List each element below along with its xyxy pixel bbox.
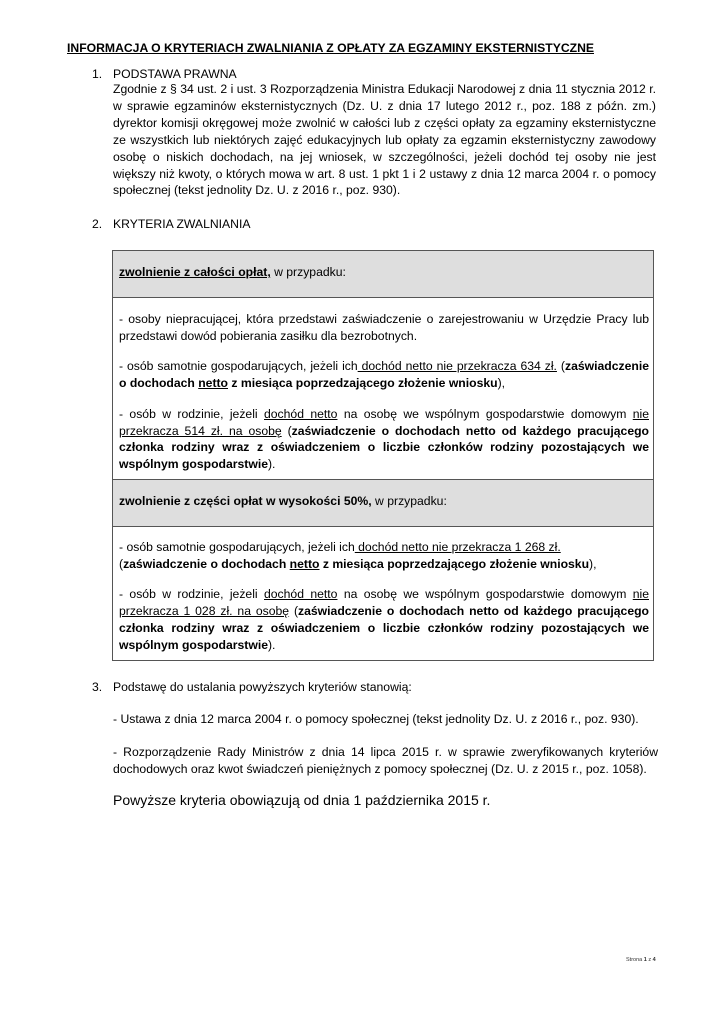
partial-exemption-item-single: - osób samotnie gospodarujących, jeżeli ich dochód netto nie przekracza 1 268 zł. (zaświadczenie o dochodach netto z miesiąca poprzedzającego złożenie wniosku), (119, 540, 597, 571)
partial-exemption-item-family: - osób w rodzinie, jeżeli dochód netto na osobę we wspólnym gospodarstwie domowym nie przekracza 1 028 zł. na osobę (zaświadczenie o dochodach netto od każdego pracującego członka rodziny wraz z oświadczeniem o liczbie członków rodziny pozostających we wspólnym gospodarstwie). (119, 587, 649, 652)
full-exemption-suffix: w przypadku: (270, 265, 346, 279)
validity-statement: Powyższe kryteria obowiązują od dnia 1 października 2015 r. (113, 792, 491, 808)
partial-exemption-suffix: w przypadku: (371, 494, 447, 508)
page-number: Strona 1 z 4 (626, 957, 656, 963)
section-3-heading: Podstawę do ustalania powyższych kryteriów stanowią: (113, 680, 412, 694)
partial-exemption-header-text (119, 494, 447, 508)
partial-exemption-header (113, 479, 653, 527)
full-exemption-item-single: - osób samotnie gospodarujących, jeżeli ich dochód netto nie przekracza 634 zł. (zaświadczenie o dochodach netto z miesiąca poprzedzającego złożenie wniosku), (119, 359, 649, 391)
full-exemption-header (113, 251, 653, 298)
full-exemption-header-text (119, 265, 346, 279)
full-exemption-label: zwolnienie z całości opłat, (119, 265, 271, 279)
section-3-item-regulation: - Rozporządzenie Rady Ministrów z dnia 14 lipca 2015 r. w sprawie zweryfikowanych kryteriów dochodowych oraz kwot świadczeń pieniężnych z pomocy społecznej (Dz. U. z 2015 r., poz. 1058). (113, 745, 658, 776)
section-1-heading: PODSTAWA PRAWNA (113, 67, 237, 81)
full-exemption-item-unemployed: - osoby niepracującej, która przedstawi zaświadczenie o zarejestrowaniu w Urzędzie Pracy lub przedstawi dowód pobierania zasiłku dla bezrobotnych. (119, 312, 649, 343)
section-2-number: 2. (92, 217, 103, 231)
criteria-table (112, 250, 654, 661)
section-3-number: 3. (92, 680, 103, 694)
partial-exemption-cell (119, 539, 649, 667)
section-3-item-act: - Ustawa z dnia 12 marca 2004 r. o pomocy społecznej (tekst jednolity Dz. U. z 2016 r., poz. 930). (113, 712, 639, 726)
full-exemption-cell (119, 311, 649, 487)
partial-exemption-label: zwolnienie z części opłat w wysokości 50%, (119, 494, 372, 508)
full-exemption-item-family: - osób w rodzinie, jeżeli dochód netto na osobę we wspólnym gospodarstwie domowym nie przekracza 514 zł. na osobę (zaświadczenie o dochodach netto od każdego pracującego członka rodziny wraz z oświadczeniem o liczbie członków rodziny pozostających we wspólnym gospodarstwie). (119, 406, 649, 471)
section-1-text: Zgodnie z § 34 ust. 2 i ust. 3 Rozporządzenia Ministra Edukacji Narodowej z dnia 11 stycznia 2012 r. w sprawie egzaminów eksternistycznych (Dz. U. z dnia 17 lutego 2012 r., poz. 188 z późn. zm.) dyrektor komisji okręgowej może zwolnić w całości lub z części opłaty za egzaminy eksternistyczne ze wszystkich lub niektórych zajęć edukacyjnych lub opłaty za egzamin eksternistyczny zawodowy osobę o niskich dochodach, na jej wniosek, w szczególności, jeżeli dochód tej osoby nie jest większy niż kwoty, o których mowa w art. 8 ust. 1 pkt 1 i 2 ustawy z dnia 12 marca 2004 r. o pomocy społecznej (tekst jednolity Dz. U. z 2016 r., poz. 930). (113, 82, 656, 198)
section-2-heading: KRYTERIA ZWALNIANIA (113, 217, 251, 231)
section-1-number: 1. (92, 67, 103, 81)
document-title: INFORMACJA O KRYTERIACH ZWALNIANIA Z OPŁATY ZA EGZAMINY EKSTERNISTYCZNE (67, 41, 594, 55)
